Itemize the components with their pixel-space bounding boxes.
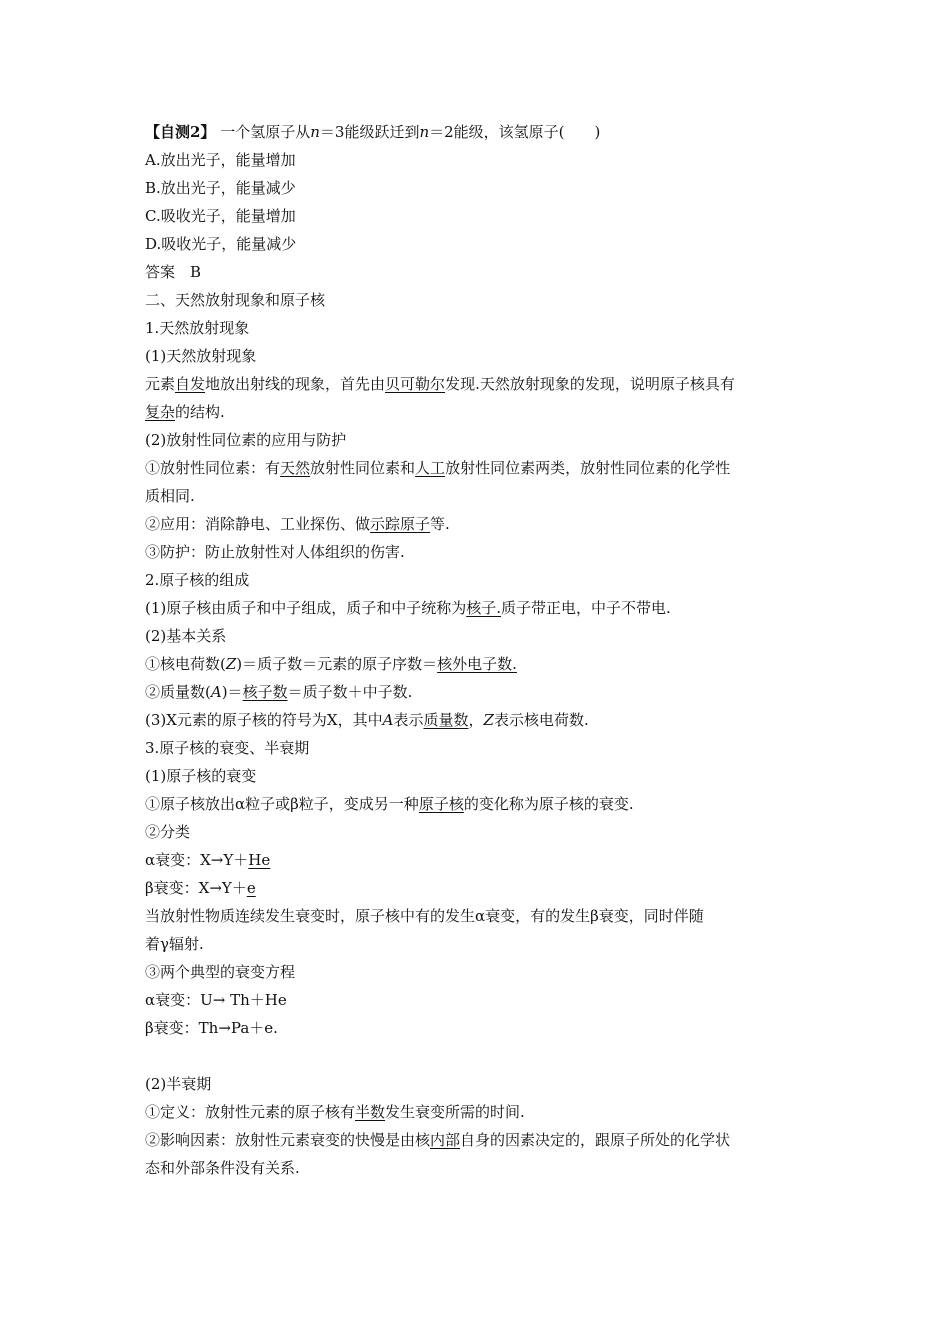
paragraph-line: ①原子核放出α粒子或β粒子，变成另一种原子核的变化称为原子核的衰变. (145, 795, 634, 813)
subheading-3-1: (1)原子核的衰变 (145, 767, 257, 785)
paragraph-line: ②应用：消除静电、工业探伤、做示踪原子等. (145, 515, 450, 533)
paragraph-line: 着γ辐射. (145, 935, 204, 953)
option-c: C.吸收光子，能量增加 (145, 207, 296, 225)
paragraph-line: 质相同. (145, 487, 195, 505)
option-a: A.放出光子，能量增加 (145, 151, 296, 169)
paragraph-line: 复杂的结构. (145, 403, 225, 421)
alpha-decay-line: α衰变：X→Y＋He (145, 851, 271, 869)
blank-line (145, 1042, 815, 1070)
paragraph-line: 当放射性物质连续发生衰变时，原子核中有的发生α衰变，有的发生β衰变，同时伴随 (145, 907, 704, 925)
question-stem: 【自测2】 一个氢原子从n＝3能级跃迁到n＝2能级，该氢原子( ) (145, 123, 601, 141)
paragraph-line: ②影响因素：放射性元素衰变的快慢是由核内部自身的因素决定的，跟原子所处的化学状 (145, 1131, 731, 1149)
subheading-1-2: (2)放射性同位素的应用与防护 (145, 431, 347, 449)
option-b: B.放出光子，能量减少 (145, 179, 296, 197)
paragraph-line: ①核电荷数(Z)＝质子数＝元素的原子序数＝核外电子数. (145, 655, 517, 673)
paragraph-line: ③两个典型的衰变方程 (145, 963, 296, 981)
section-title: 二、天然放射现象和原子核 (145, 291, 326, 309)
paragraph-line: 元素自发地放出射线的现象，首先由贝可勒尔发现.天然放射现象的发现，说明原子核具有 (145, 375, 735, 393)
paragraph-line: (1)原子核由质子和中子组成，质子和中子统称为核子.质子带正电，中子不带电. (145, 599, 671, 617)
paragraph-line: ①放射性同位素：有天然放射性同位素和人工放射性同位素两类，放射性同位素的化学性 (145, 459, 731, 477)
heading-1: 1.天然放射现象 (145, 319, 250, 337)
subheading-3-2: (2)半衰期 (145, 1075, 212, 1093)
beta-equation: β衰变：Th→Pa＋e. (145, 1019, 278, 1037)
question-tag: 【自测2】 (145, 123, 216, 141)
paragraph-line: ②质量数(A)＝核子数＝质子数＋中子数. (145, 683, 413, 701)
option-d: D.吸收光子，能量减少 (145, 235, 297, 253)
document-body (145, 118, 815, 1182)
subheading-2-2: (2)基本关系 (145, 627, 227, 645)
heading-3: 3.原子核的衰变、半衰期 (145, 739, 310, 757)
paragraph-line: ③防护：防止放射性对人体组织的伤害. (145, 543, 405, 561)
paragraph-line: 态和外部条件没有关系. (145, 1159, 300, 1177)
paragraph-line: (3)X元素的原子核的符号为X，其中A表示质量数，Z表示核电荷数. (145, 711, 589, 729)
subheading-1-1: (1)天然放射现象 (145, 347, 257, 365)
alpha-equation: α衰变：U→ Th＋He (145, 991, 287, 1009)
answer: 答案 B (145, 263, 202, 281)
beta-decay-line: β衰变：X→Y＋e (145, 879, 256, 897)
paragraph-line: ②分类 (145, 823, 191, 841)
paragraph-line: ①定义：放射性元素的原子核有半数发生衰变所需的时间. (145, 1103, 525, 1121)
heading-2: 2.原子核的组成 (145, 571, 250, 589)
